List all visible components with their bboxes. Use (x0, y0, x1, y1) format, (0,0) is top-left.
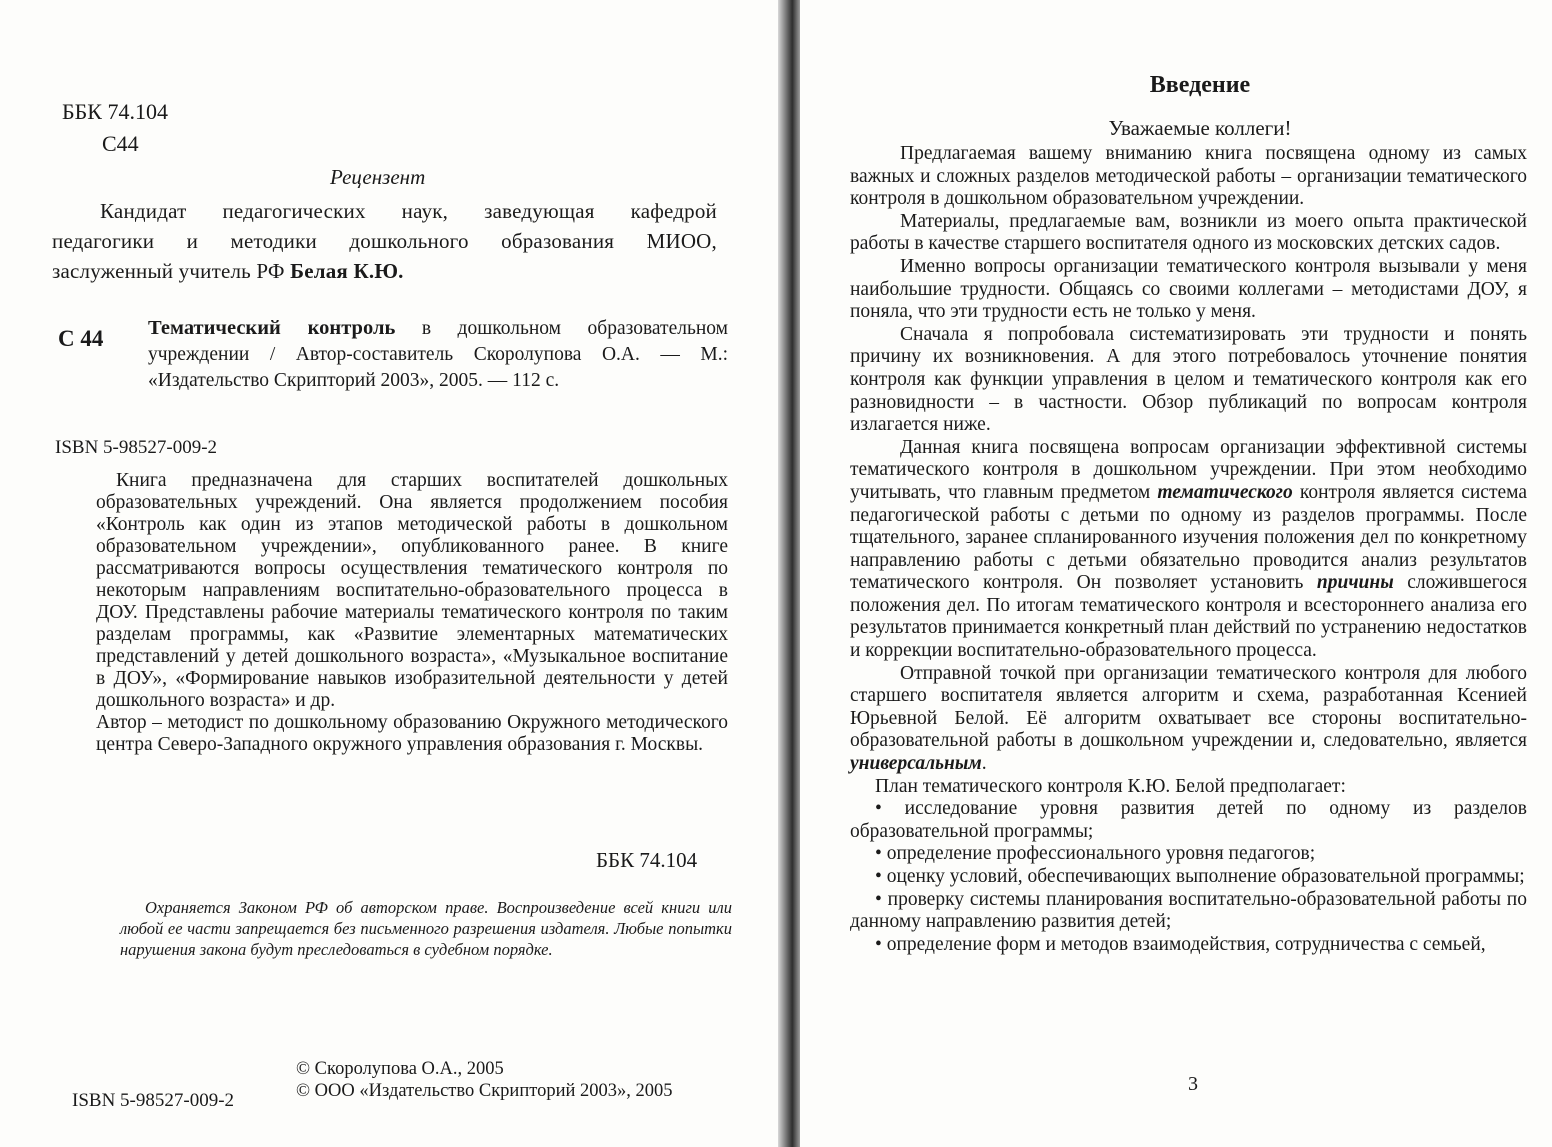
copyright-lines (296, 1058, 673, 1102)
intro-title: Введение (1149, 72, 1251, 98)
copyright-notice: Охраняется Законом РФ об авторском праве. Воспроизведение всей книги или любой ее части запрещается без письменного разрешения издателя. Любые попытки нарушения закона будут преследоваться в судебном порядке. (120, 898, 732, 959)
intro-paragraph-6: Отправной точкой при организации тематического контроля для любого старшего воспитателя является алгоритм и схема, разработанная Ксенией Юрьевной Белой. Её алгоритм охватывает все стороны воспитательно-образовательной работы в дошкольном учреждении и, следовательно, является универсальным. (850, 662, 1527, 775)
emphasis-thematic: тематического (1157, 481, 1293, 503)
intro-paragraph-5: Данная книга посвящена вопросам организации эффективной системы тематического контроля в дошкольном учреждении. При этом необходимо учитывать, что главным предметом тематического контроля является система педагогической работы с детьми по одному из разделов программы. После тщательного, заранее спланированного изучения положения дел по конкретному направлению работы с детьми обязательно проводится анализ результатов тематического контроля. Он позволяет установить причины сложившегося положения дел. По итогам тематического контроля и всестороннего анализа его результатов принимается конкретный план действий по устранению недостатков и коррекции воспитательно-образовательного процесса. (850, 436, 1527, 662)
catalog-entry (148, 315, 728, 394)
right-page (800, 0, 1552, 1147)
intro-greeting: Уважаемые коллеги! (1108, 116, 1292, 140)
annotation (96, 470, 728, 756)
reviewer-line-2: педагогики и методики дошкольного образования МИОО, (52, 229, 717, 253)
emphasis-universal: универсальным (850, 753, 982, 775)
annotation-paragraph-1: Книга предназначена для старших воспитателей дошкольных образовательных учреждений. Она является продолжением пособия «Контроль как один из этапов методической работы в дошкольном образовательном учреждении», опубликованного ранее. В книге рассматриваются вопросы осуществления тематического контроля по некоторым направлениям воспитательно-образовательного процесса в ДОУ. Представлены рабочие материалы тематического контроля по таким разделам программы, как «Развитие элементарных математических представлений у детей дошкольного возраста», «Музыкальное воспитание в ДОУ», «Формирование навыков изобразительной деятельности у детей дошкольного возраста» и др. (96, 470, 728, 711)
annotation-paragraph-2: Автор – методист по дошкольному образованию Окружного методического центра Северо-Западного окружного управления образования г. Москвы. (96, 712, 728, 755)
copyright-publisher: © ООО «Издательство Скрипторий 2003», 2005 (296, 1081, 673, 1101)
reviewer-rank: заслуженный учитель РФ (52, 259, 291, 283)
reviewer-line-3 (52, 256, 717, 286)
intro-paragraph-2: Материалы, предлагаемые вам, возникли из моего опыта практической работы в качестве старшего воспитателя одного из московских детских садов. (850, 210, 1527, 255)
intro-body (850, 143, 1527, 956)
isbn-bottom: ISBN 5-98527-009-2 (72, 1090, 235, 1111)
reviewer-block (52, 196, 717, 286)
copyright-author: © Скоролупова О.А., 2005 (296, 1059, 504, 1079)
reviewer-line-1: Кандидат педагогических наук, заведующая кафедрой (100, 199, 717, 223)
catalog-label: С 44 (58, 326, 104, 351)
author-mark: С44 (102, 131, 139, 156)
isbn-middle: ISBN 5-98527-009-2 (55, 437, 218, 458)
reviewer-heading: Рецензент (330, 165, 426, 189)
catalog-title: Тематический контроль (148, 317, 396, 339)
catalog-line-2: учреждении / Автор-составитель Скоролупова О.А. — М.: (148, 344, 728, 365)
catalog-line-3: «Издательство Скрипторий 2003», 2005. — 112 с. (148, 370, 560, 391)
catalog-line-1: Тематический контроль в дошкольном образовательном (148, 317, 728, 339)
bbk-index-top: ББК 74.104 (62, 99, 168, 124)
intro-paragraph-1: Предлагаемая вашему вниманию книга посвящена одному из самых важных и сложных разделов методической работы – организации тематического контроля в дошкольном образовательном учреждении. (850, 143, 1527, 210)
plan-bullet-1: • исследование уровня развития детей по одному из разделов образовательной программы; (850, 798, 1527, 842)
plan-bullet-4: • проверку системы планирования воспитательно-образовательной работы по данному направлению развития детей; (850, 888, 1527, 933)
intro-paragraph-4: Сначала я попробовала систематизировать эти трудности и понять причину их возникновения. А для этого потребовалось уточнение понятия контроля как функции управления в целом и тематического контроля как его разновидности – в частности. Обзор публикаций по вопросам контроля излагается ниже. (850, 323, 1527, 436)
plan-bullet-2: • определение профессионального уровня педагогов; (875, 843, 1316, 865)
plan-bullet-3: • оценку условий, обеспечивающих выполнение образовательной программы; (875, 866, 1525, 887)
intro-paragraph-7: План тематического контроля К.Ю. Белой предполагает: (875, 775, 1346, 797)
plan-bullet-5: • определение форм и методов взаимодействия, сотрудничества с семьей, (875, 933, 1486, 955)
page-number: 3 (1188, 1073, 1198, 1095)
bbk-index-bottom: ББК 74.104 (596, 848, 698, 872)
reviewer-name: Белая К.Ю. (290, 259, 404, 283)
emphasis-reasons: причины (1316, 572, 1394, 594)
intro-paragraph-3: Именно вопросы организации тематического контроля вызывали у меня наибольшие трудности. Общаясь со своими коллегами – методистами ДОУ, я поняла, что эти трудности есть не только у меня. (850, 255, 1527, 323)
